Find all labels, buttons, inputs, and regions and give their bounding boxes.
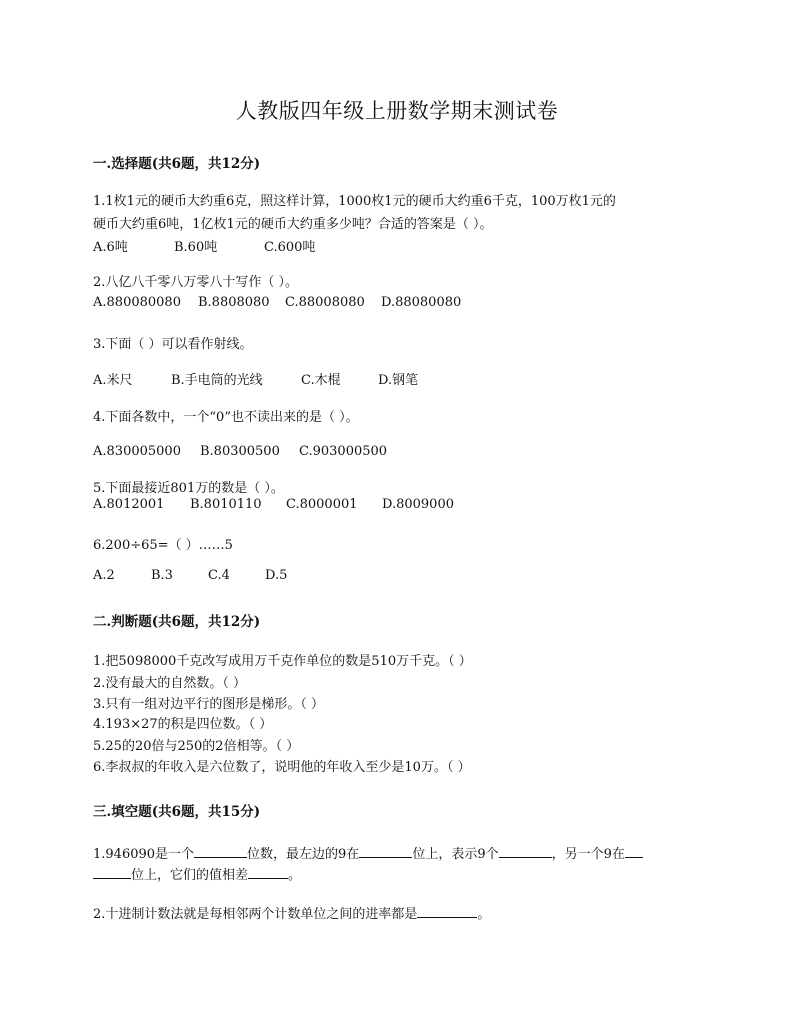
section-heading-fill-in: 三.填空题(共6题，共15分) xyxy=(93,804,261,820)
option-c[interactable]: C.8000001 xyxy=(286,497,358,512)
fill-text: 。 xyxy=(477,907,491,922)
option-b[interactable]: B.80300500 xyxy=(200,444,280,459)
fill-question-2 xyxy=(93,903,490,922)
option-a[interactable]: A.830005000 xyxy=(93,444,181,459)
judgement-item-3: 3.只有一组对边平行的图形是梯形。（ ） xyxy=(93,697,325,712)
answer-blank[interactable] xyxy=(93,866,131,879)
option-b[interactable]: B.60吨 xyxy=(174,240,218,255)
question-5-options xyxy=(93,497,454,512)
option-d[interactable]: D.8009000 xyxy=(382,497,454,512)
fill-text: 1.946090是一个 xyxy=(93,847,195,862)
judgement-item-6: 6.李叔叔的年收入是六位数了，说明他的年收入至少是10万。（ ） xyxy=(93,760,471,775)
fill-text: ，另一个9在 xyxy=(551,847,625,862)
page-title: 人教版四年级上册数学期末测试卷 xyxy=(235,99,559,123)
judgement-item-4: 4.193×27的积是四位数。（ ） xyxy=(93,717,273,732)
option-c[interactable]: C.木棍 xyxy=(301,373,341,388)
question-6-text: 6.200÷65=（ ）……5 xyxy=(93,538,233,553)
judgement-item-2: 2.没有最大的自然数。（ ） xyxy=(93,676,247,691)
section-heading-judgement: 二.判断题(共6题，共12分) xyxy=(93,614,261,630)
fill-text: 位上，表示9个 xyxy=(412,847,499,862)
option-b[interactable]: B.8808080 xyxy=(198,295,270,310)
question-6-options xyxy=(93,568,287,583)
option-d[interactable]: D.88080080 xyxy=(381,295,462,310)
question-2-text: 2.八亿八千零八万零八十写作（ ）。 xyxy=(93,275,299,290)
section-heading-choice: 一.选择题(共6题，共12分) xyxy=(93,156,261,172)
option-c[interactable]: C.88008080 xyxy=(285,295,365,310)
option-b[interactable]: B.手电筒的光线 xyxy=(171,373,263,388)
fill-text: 2.十进制计数法就是每相邻两个计数单位之间的进率都是 xyxy=(93,907,418,922)
option-c[interactable]: C.4 xyxy=(208,568,230,583)
question-3-options xyxy=(93,369,418,388)
fill-text: 。 xyxy=(288,868,302,883)
option-d[interactable]: D.钢笔 xyxy=(378,373,419,388)
option-a[interactable]: A.880080080 xyxy=(93,295,181,310)
option-d[interactable]: D.5 xyxy=(265,568,288,583)
option-b[interactable]: B.8010110 xyxy=(190,497,262,512)
answer-blank[interactable] xyxy=(417,905,477,918)
option-a[interactable]: A.米尺 xyxy=(93,373,133,388)
answer-blank[interactable] xyxy=(625,845,643,858)
answer-blank[interactable] xyxy=(248,866,288,879)
option-c[interactable]: C.903000500 xyxy=(299,444,388,459)
option-a[interactable]: A.6吨 xyxy=(93,240,128,255)
judgement-item-1: 1.把5098000千克改写成用万千克作单位的数是510万千克。（ ） xyxy=(93,654,472,669)
answer-blank[interactable] xyxy=(499,845,552,858)
question-1-line-1: 1.1枚1元的硬币大约重6克，照这样计算，1000枚1元的硬币大约重6千克，100万枚1元的 xyxy=(93,194,616,209)
option-a[interactable]: A.8012001 xyxy=(93,497,165,512)
fill-question-1-line-1 xyxy=(93,843,643,862)
answer-blank[interactable] xyxy=(194,845,247,858)
question-5-text: 5.下面最接近801万的数是（ ）。 xyxy=(93,481,284,496)
option-b[interactable]: B.3 xyxy=(151,568,173,583)
question-4-options xyxy=(93,444,387,459)
fill-text: 位上，它们的值相差 xyxy=(131,868,249,883)
fill-question-1-line-2 xyxy=(93,864,301,883)
question-1-options xyxy=(93,236,315,255)
question-2-options xyxy=(93,295,461,310)
judgement-item-5: 5.25的20倍与250的2倍相等。（ ） xyxy=(93,739,300,754)
option-c[interactable]: C.600吨 xyxy=(264,240,316,255)
question-3-text: 3.下面（ ）可以看作射线。 xyxy=(93,337,253,352)
fill-text: 位数，最左边的9在 xyxy=(247,847,360,862)
answer-blank[interactable] xyxy=(359,845,412,858)
question-1-line-2: 硬币大约重6吨，1亿枚1元的硬币大约重多少吨？合适的答案是（ ）。 xyxy=(93,217,493,232)
question-4-text: 4.下面各数中，一个“0”也不读出来的是（ ）。 xyxy=(93,410,359,425)
option-a[interactable]: A.2 xyxy=(93,568,115,583)
